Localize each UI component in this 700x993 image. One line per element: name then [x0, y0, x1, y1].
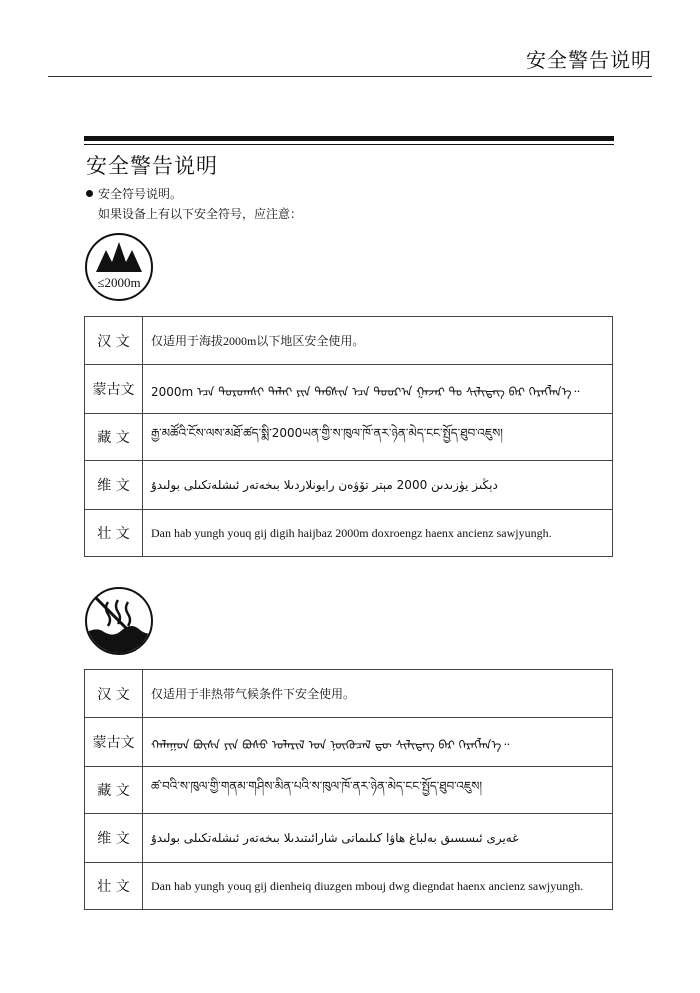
table-row	[85, 317, 613, 365]
language-label: 汉 文	[85, 670, 143, 718]
warning-text: Dan hab yungh youq gij dienheiq diuzgen mbouj dwg diegndat haenx ancienz sawjyungh.	[143, 863, 613, 910]
mountain-altitude-icon	[84, 232, 154, 302]
table-row	[85, 414, 613, 461]
no-tropical-climate-icon	[84, 586, 154, 656]
language-label: 蒙古文	[85, 718, 143, 767]
warning-text: غەيرى ئىسسىق بەلباغ ھاۋا كىلىماتى شارائىتىدىلا بىخەتەر ئىشلەتكىلى بولىدۇ	[143, 814, 613, 863]
language-label: 藏 文	[85, 767, 143, 814]
section-divider-thick	[84, 136, 614, 141]
bullet-text: 安全符号说明。	[98, 187, 183, 201]
altitude-warning-table	[84, 316, 613, 557]
table-row	[85, 814, 613, 863]
warning-text: 仅适用于非热带气候条件下安全使用。	[143, 670, 613, 718]
language-label: 藏 文	[85, 414, 143, 461]
bullet-item	[86, 185, 182, 202]
section-divider-thin	[84, 144, 614, 145]
table-row	[85, 863, 613, 910]
warning-text: 2000m ᠡᠴᠡ ᠳᠣᠷᠣᠭᠰᠢ ᠳᠠᠯᠠᠢ ᠶᠢᠨ ᠲᠡᠪᠰᠢᠨ ᠡᠴᠡ ᠳᠣᠣᠷ᠎ᠠ ᠭᠠᠵᠠᠷ ᠲᠤ ᠰᠢᠯᠢᠳᠡᠭ ᠪᠡᠷ ᠬᠡᠷᠡᠭᠯᠡᠨ᠎ᠡ᠃	[143, 365, 613, 414]
table-row	[85, 510, 613, 557]
warning-text: Dan hab yungh youq gij digih haijbaz 2000m doxroengz haenx ancienz sawjyungh.	[143, 510, 613, 557]
page-header-title: 安全警告说明	[526, 48, 652, 72]
table-row	[85, 461, 613, 510]
language-label: 蒙古文	[85, 365, 143, 414]
intro-text: 如果设备上有以下安全符号，应注意：	[98, 207, 303, 221]
language-label: 壮 文	[85, 863, 143, 910]
table-row	[85, 718, 613, 767]
table-row	[85, 365, 613, 414]
language-label: 维 文	[85, 814, 143, 863]
altitude-symbol-label: ≤2000m	[97, 275, 141, 290]
climate-warning-table	[84, 669, 613, 910]
bullet-dot-icon	[86, 190, 93, 197]
language-label: 壮 文	[85, 510, 143, 557]
warning-text: ཚ་བའི་ས་ཁུལ་གྱི་གནམ་གཤིས་མིན་པའི་ས་ཁུལ་ཁོ་ནར་ཉེན་མེད་ངང་སྤྱོད་ཐུབ་འཇུས།	[143, 767, 613, 814]
language-label: 维 文	[85, 461, 143, 510]
table-row	[85, 670, 613, 718]
section-title: 安全警告说明	[86, 154, 218, 178]
warning-text: دېڭىز يۈزىدىن 2000 مېتر تۆۋەن رايونلاردىلا بىخەتەر ئىشلەتكىلى بولىدۇ	[143, 461, 613, 510]
warning-text: ᠬᠠᠯᠠᠭᠤᠨ ᠪᠦᠰᠡ ᠶᠢᠨ ᠪᠤᠰᠤ ᠤᠯᠠᠷᠢᠯ ᠤᠨ ᠨᠥᠬᠥᠴᠡᠯ ᠳᠦ ᠰᠢᠯᠢᠳᠡᠭ ᠪᠡᠷ ᠬᠡᠷᠡᠭᠯᠡᠨ᠎ᠡ᠃	[143, 718, 613, 767]
table-row	[85, 767, 613, 814]
warning-text: 仅适用于海拔2000m以下地区安全使用。	[143, 317, 613, 365]
warning-text: རྒྱ་མཚོའི་ངོས་ལས་མཐོ་ཚད་སྨི་2000ཡན་གྱི་ས་ཁུལ་ཁོ་ནར་ཉེན་མེད་ངང་སྤྱོད་ཐུབ་འཇུས།	[143, 414, 613, 461]
header-divider	[48, 76, 652, 77]
language-label: 汉 文	[85, 317, 143, 365]
